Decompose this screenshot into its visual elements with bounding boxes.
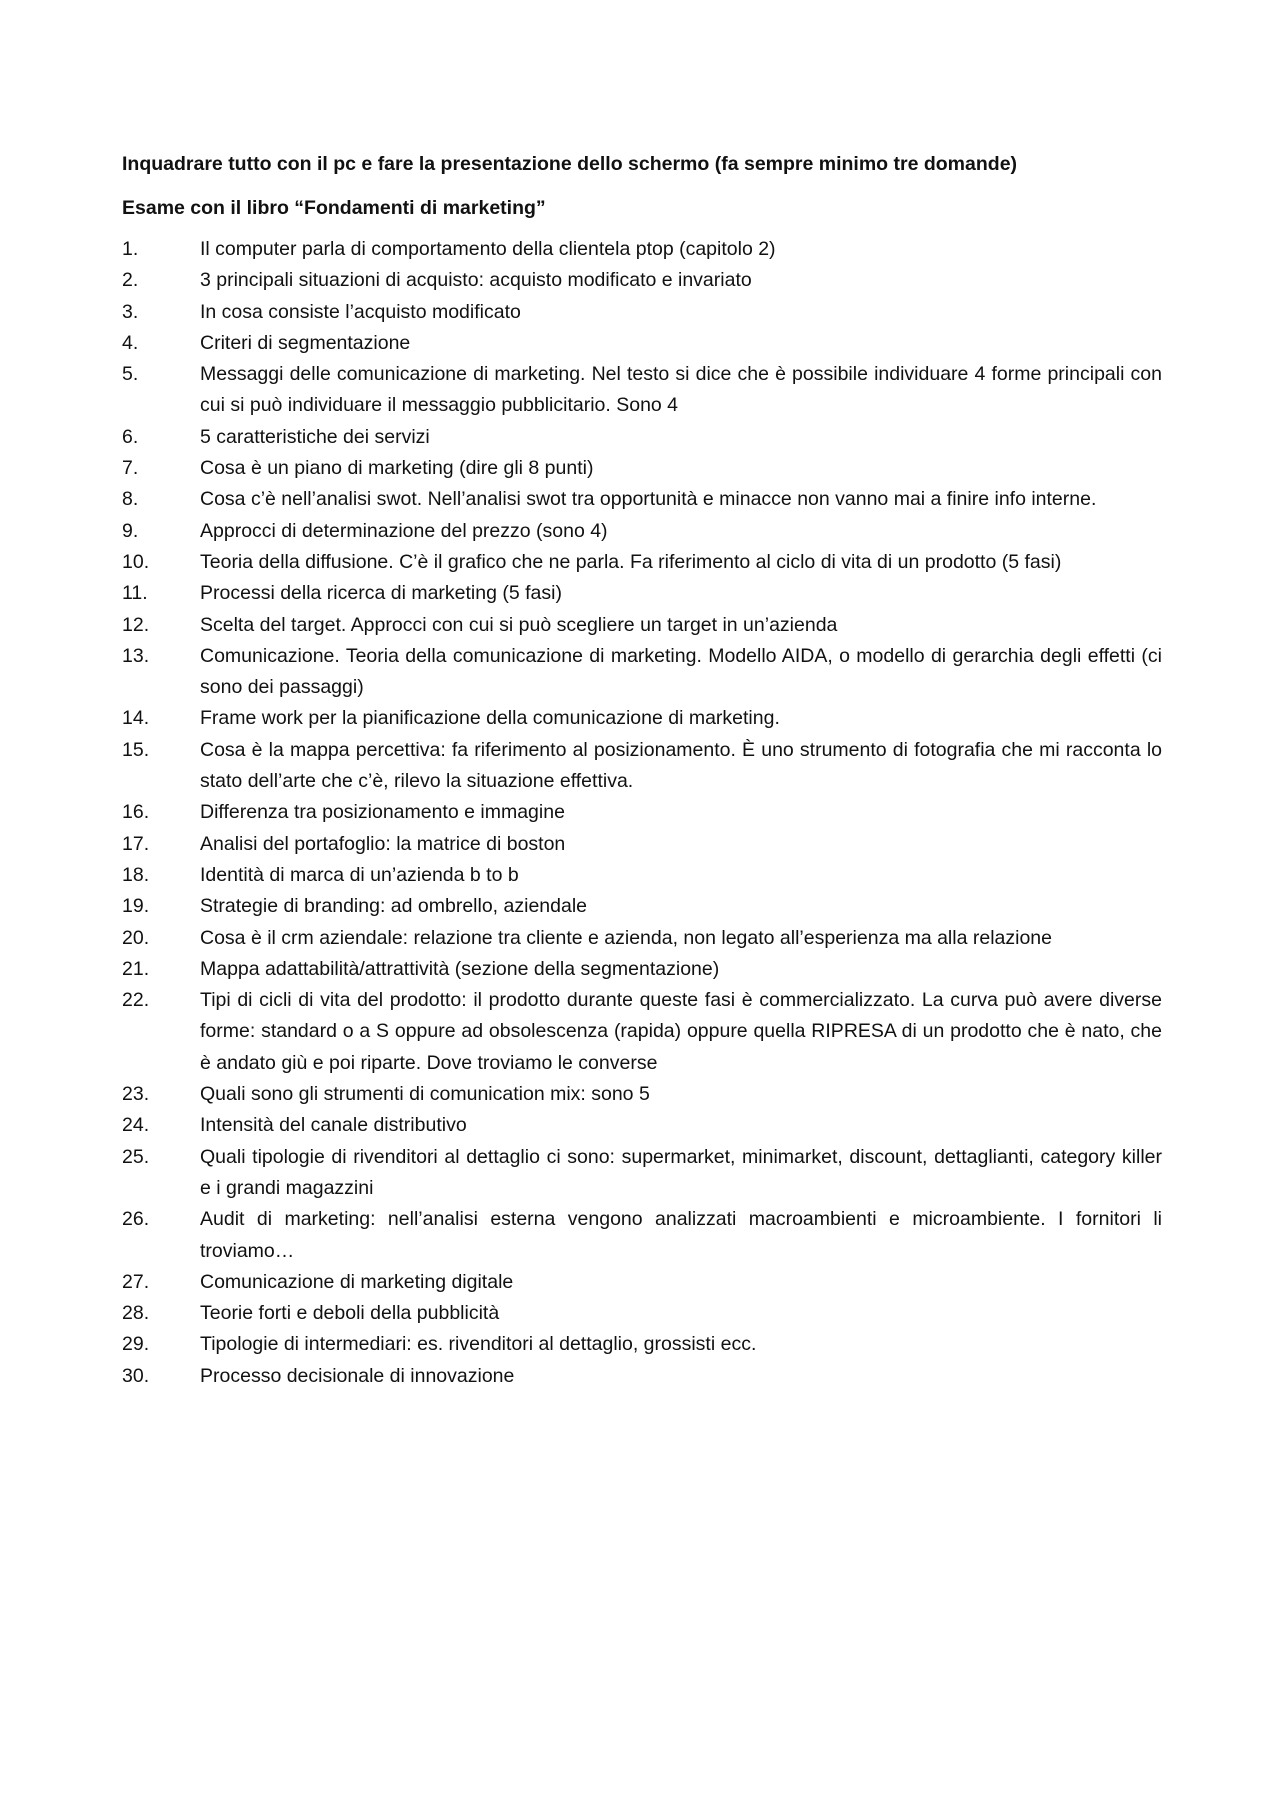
question-number: 15.	[122, 738, 150, 761]
question-text: Il computer parla di comportamento della clientela ptop (capitolo 2)	[200, 238, 776, 260]
question-item	[122, 297, 1162, 328]
question-text: Processo decisionale di innovazione	[200, 1364, 515, 1387]
question-item	[122, 1142, 1162, 1205]
question-text: Identità di marca di un’azienda b to b	[200, 863, 519, 886]
question-text: Tipologie di intermediari: es. rivenditori al dettaglio, grossisti ecc.	[200, 1333, 757, 1356]
question-list	[122, 234, 1162, 1392]
question-text: Comunicazione. Teoria della comunicazione di marketing. Modello AIDA, o modello di gerarchia degli effetti (ci sono dei passaggi)	[200, 644, 1162, 699]
question-item	[122, 954, 1162, 985]
question-item	[122, 359, 1162, 422]
question-text: Cosa è la mappa percettiva: fa riferimento al posizionamento. È uno strumento di fotografia che mi racconta lo stato dell’arte che c’è, rilevo la situazione effettiva.	[200, 738, 1162, 793]
question-text: Frame work per la pianificazione della comunicazione di marketing.	[200, 707, 780, 730]
question-number: 13.	[122, 644, 150, 667]
question-text: Tipi di cicli di vita del prodotto: il prodotto durante queste fasi è commercializzato. La curva può avere diverse forme: standard o a S oppure ad obsolescenza (rapida) oppure quella RIPRESA di un prodotto che è nato, che è andato giù e poi riparte. Dove troviamo le converse	[200, 989, 1162, 1074]
question-item	[122, 610, 1162, 641]
question-number: 12.	[122, 613, 150, 636]
question-item	[122, 578, 1162, 609]
question-text: Strategie di branding: ad ombrello, aziendale	[200, 895, 588, 918]
question-text: Quali tipologie di rivenditori al dettaglio ci sono: supermarket, minimarket, discount, dettaglianti, category killer e i grandi magazzini	[200, 1145, 1162, 1199]
question-text: Approcci di determinazione del prezzo (sono 4)	[200, 519, 608, 542]
question-item	[122, 547, 1162, 578]
question-text: In cosa consiste l’acquisto modificato	[200, 300, 521, 323]
question-item	[122, 829, 1162, 860]
question-number: 11.	[122, 582, 148, 605]
question-number: 30.	[122, 1364, 150, 1387]
question-number: 28.	[122, 1302, 150, 1325]
question-text: Cosa c’è nell’analisi swot. Nell’analisi swot tra opportunità e minacce non vanno mai a finire info interne.	[200, 488, 1097, 511]
question-item	[122, 797, 1162, 828]
document-page	[122, 152, 1162, 1392]
question-text: Criteri di segmentazione	[200, 331, 411, 354]
question-item	[122, 328, 1162, 359]
question-number: 20.	[122, 926, 150, 949]
question-number: 19.	[122, 895, 150, 918]
exam-book-heading: Esame con il libro “Fondamenti di marketing”	[122, 197, 546, 219]
question-item	[122, 1110, 1162, 1141]
question-number: 17.	[122, 832, 150, 855]
question-number: 16.	[122, 801, 150, 824]
question-item	[122, 453, 1162, 484]
question-number: 7.	[122, 457, 139, 480]
question-number: 21.	[122, 957, 150, 980]
question-number: 4.	[122, 331, 139, 354]
question-text: Analisi del portafoglio: la matrice di boston	[200, 832, 566, 855]
question-item	[122, 703, 1162, 734]
question-number: 1.	[122, 238, 139, 260]
question-item	[122, 985, 1162, 1079]
question-number: 25.	[122, 1145, 150, 1168]
question-text: Mappa adattabilità/attrattività (sezione della segmentazione)	[200, 957, 720, 980]
question-item	[122, 923, 1162, 954]
question-number: 22.	[122, 989, 150, 1012]
question-text: Teorie forti e deboli della pubblicità	[200, 1302, 500, 1325]
question-item	[122, 860, 1162, 891]
question-text: Audit di marketing: nell’analisi esterna vengono analizzati macroambienti e microambiente. I fornitori li troviamo…	[200, 1208, 1162, 1262]
question-text: Comunicazione di marketing digitale	[200, 1270, 514, 1293]
question-item	[122, 891, 1162, 922]
question-item	[122, 265, 1162, 296]
question-text: Processi della ricerca di marketing (5 fasi)	[200, 582, 562, 605]
question-text: 3 principali situazioni di acquisto: acquisto modificato e invariato	[200, 269, 752, 292]
question-number: 10.	[122, 550, 150, 573]
question-item	[122, 234, 1162, 265]
question-text: Differenza tra posizionamento e immagine	[200, 801, 565, 824]
question-text: Cosa è un piano di marketing (dire gli 8 punti)	[200, 457, 594, 480]
question-text: Scelta del target. Approcci con cui si può scegliere un target in un’azienda	[200, 613, 838, 636]
question-number: 2.	[122, 269, 139, 292]
question-item	[122, 641, 1162, 704]
question-number: 18.	[122, 863, 150, 886]
question-item	[122, 422, 1162, 453]
question-number: 9.	[122, 519, 139, 542]
question-text: Quali sono gli strumenti di comunication mix: sono 5	[200, 1083, 650, 1106]
question-item	[122, 484, 1162, 515]
question-text: Messaggi delle comunicazione di marketing. Nel testo si dice che è possibile individuare 4 forme principali con cui si può individuare il messaggio pubblicitario. Sono 4	[200, 363, 1162, 417]
question-number: 14.	[122, 707, 150, 730]
question-number: 27.	[122, 1270, 150, 1293]
question-number: 23.	[122, 1083, 150, 1106]
question-item	[122, 1204, 1162, 1267]
question-number: 3.	[122, 300, 139, 323]
question-number: 5.	[122, 363, 139, 386]
question-number: 29.	[122, 1333, 150, 1356]
question-text: Teoria della diffusione. C’è il grafico che ne parla. Fa riferimento al ciclo di vita di un prodotto (5 fasi)	[200, 550, 1062, 573]
question-number: 24.	[122, 1114, 150, 1137]
question-item	[122, 735, 1162, 798]
question-number: 8.	[122, 488, 139, 511]
question-text: Intensità del canale distributivo	[200, 1114, 467, 1137]
instruction-heading: Inquadrare tutto con il pc e fare la presentazione dello schermo (fa sempre minimo tre domande)	[122, 153, 1018, 175]
question-number: 26.	[122, 1208, 150, 1231]
question-text: Cosa è il crm aziendale: relazione tra cliente e azienda, non legato all’esperienza ma alla relazione	[200, 926, 1052, 949]
question-item	[122, 516, 1162, 547]
question-text: 5 caratteristiche dei servizi	[200, 425, 430, 448]
question-item	[122, 1267, 1162, 1298]
question-number: 6.	[122, 425, 139, 448]
question-item	[122, 1361, 1162, 1392]
question-item	[122, 1329, 1162, 1360]
question-item	[122, 1298, 1162, 1329]
question-item	[122, 1079, 1162, 1110]
